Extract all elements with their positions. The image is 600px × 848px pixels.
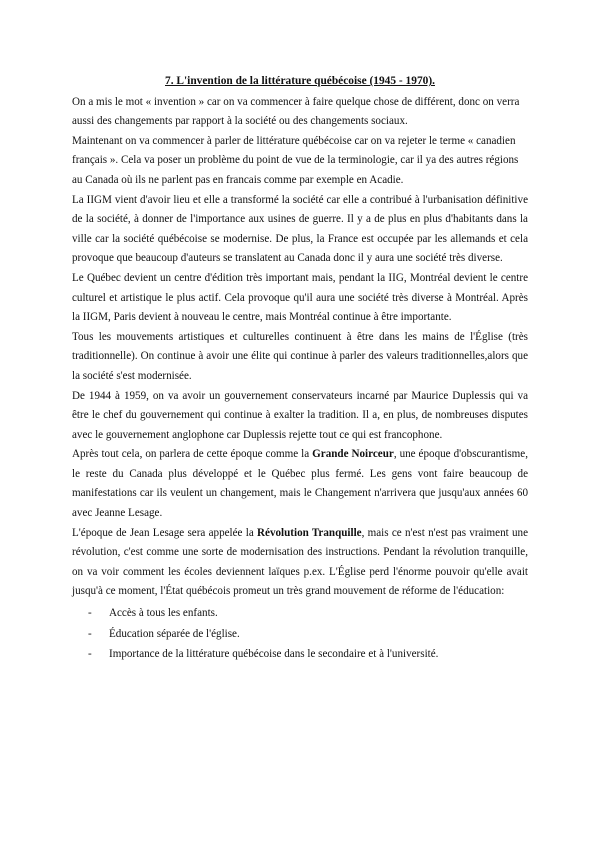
list-item-text: Importance de la littérature québécoise dans le secondaire et à l'université. [109, 648, 439, 661]
text-run: , mais ce n'est n'est pas vraiment une révolution, c'est comme une sorte de modernisation des instructions. Pendant la révolution tranquille, on va voir comment les écoles deviennent laïques p.ex. L'Église perd l'énorme pouvoir qu'elle avait jusqu'à ce moment, l'État québécois promeut un très grand mouvement de réforme de l'éducation: [72, 526, 529, 598]
paragraph-eglise: Tous les mouvements artistiques et culturelles continuent à être dans les mains de l'Église (très traditionnelle). On continue à avoir une élite qui continue à parler des valeurs traditionnelles,alors que la société s'est modernisée. [72, 330, 528, 382]
reform-list [72, 603, 528, 665]
list-item [72, 644, 528, 665]
text-run: Après tout cela, on parlera de cette époque comme la [72, 448, 313, 461]
paragraph-iigm: La IIGM vient d'avoir lieu et elle a transformé la société car elle a contribué à l'urbanisation définitive de la société, à donner de l'importance aux usines de guerre. Il y a de plus en plus d'habitants dans la ville car la société québécoise se modernise. De plus, la France est occupée par les allemands et cela provoque que beaucoup d'auteurs se translatent au Canada donc il y aura une société très diverse. [72, 193, 528, 265]
term-grande-noirceur: Grande Noirceur [312, 448, 394, 461]
paragraph-grande-noirceur [72, 445, 528, 523]
paragraph-invention: On a mis le mot « invention » car on va commencer à faire quelque chose de différent, donc on verra aussi des changements par rapport à la société ou des changements sociaux. [72, 95, 520, 128]
section-title: 7. L'invention de la littérature québécoise (1945 - 1970). [165, 75, 435, 87]
bullet-dash: - [88, 627, 92, 640]
text-run: , une époque d'obscurantisme, le reste du Canada plus développé et le Québec plus fermé. Les gens vont faire beaucoup de manifestations car ils veulent un changement, mais le Changement n'arrivera que jusqu'aux années 60 avec Jeanne Lesage. [72, 448, 528, 520]
list-item [72, 624, 528, 645]
list-item-text: Éducation séparée de l'église. [109, 627, 240, 640]
paragraph-revolution-tranquille [72, 524, 528, 602]
list-item [72, 603, 528, 624]
list-item-text: Accès à tous les enfants. [109, 607, 218, 620]
paragraph-quebec-edition: Le Québec devient un centre d'édition très important mais, pendant la IIG, Montréal devient le centre culturel et artistique le plus actif. Cela provoque qu'il aura une société très diverse à Montréal. Après la IIGM, Paris devient à nouveau le centre, mais Montréal continue à être importante. [72, 271, 528, 324]
text-run: L'époque de Jean Lesage sera appelée la [72, 526, 258, 539]
term-revolution-tranquille: Révolution Tranquille [257, 526, 362, 539]
paragraph-duplessis: De 1944 à 1959, on va avoir un gouvernement conservateurs incarné par Maurice Duplessis qui va être le chef du gouvernement qui continue à exalter la tradition. Il a, en plus, de nombreuses disputes avec le gouvernement anglophone car Duplessis rejette tout ce qui est francophone. [72, 389, 528, 441]
paragraph-terminology: Maintenant on va commencer à parler de littérature québécoise car on va rejeter le terme « canadien français ». Cela va poser un problème du point de vue de la terminologie, car il ya des autres régions au Canada où ils ne parlent pas en francais comme par exemple en Acadie. [72, 134, 519, 186]
bullet-dash: - [88, 648, 92, 661]
bullet-dash: - [88, 607, 92, 620]
